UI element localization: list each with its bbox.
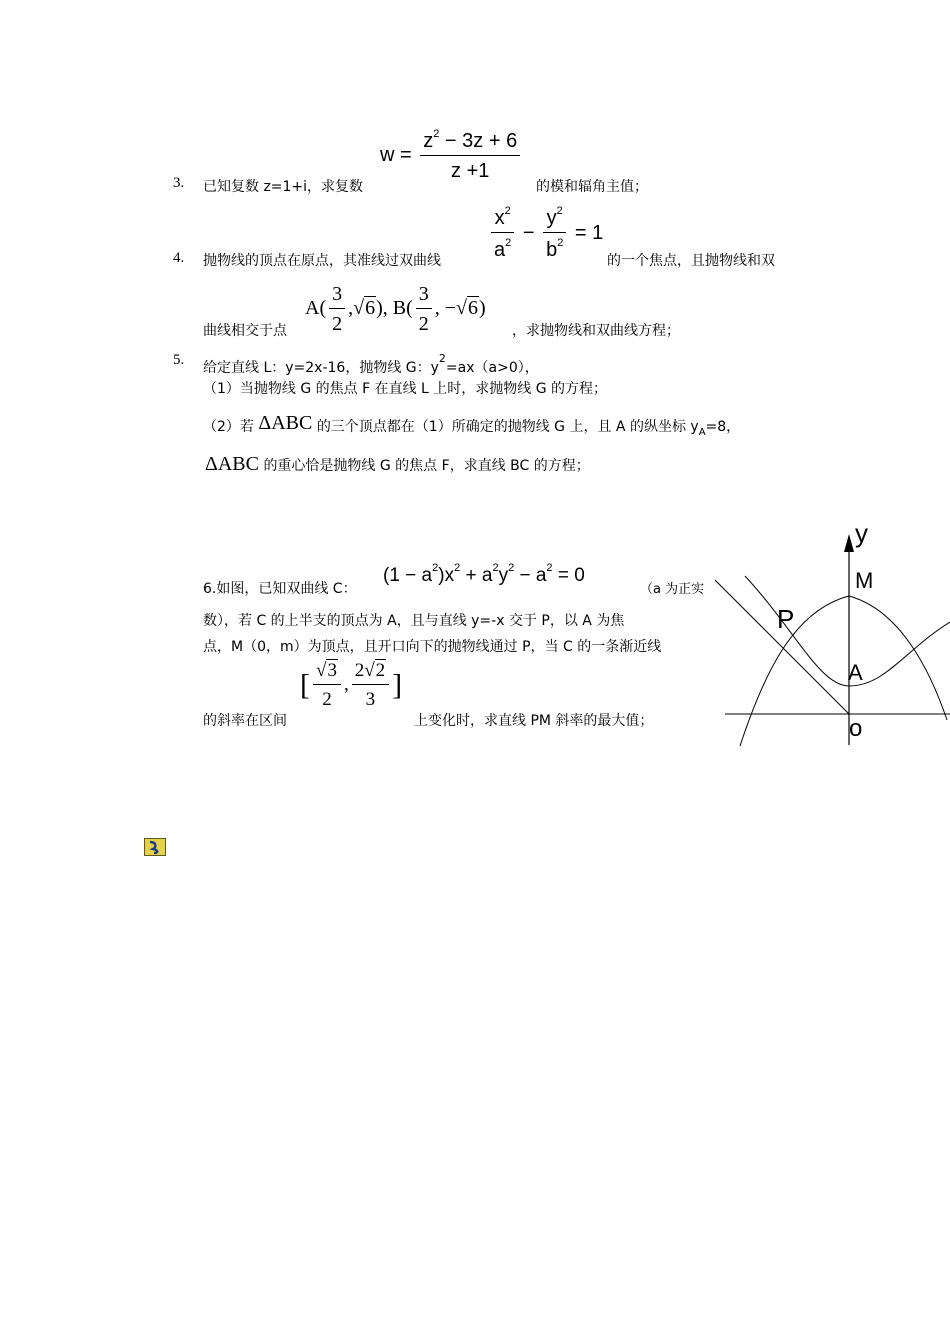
p5-text-a: 给定直线 L：y=2x-16，抛物线 G：$y^2=ax(a>0)$， [203, 352, 539, 376]
p4-text-c: 曲线相交于点 [203, 323, 287, 339]
p3-equation [380, 128, 523, 183]
label-p: P [777, 604, 795, 634]
p6-text-a: 6.如图，已知双曲线 C： [203, 581, 357, 597]
p6-text-d2: 上变化时，求直线 PM 斜率的最大值； [414, 713, 654, 729]
p5-text-b: （1）当抛物线 G 的焦点 F 在直线 L 上时，求抛物线 G 的方程； [203, 381, 608, 397]
p6-text-a-tail: （a 为正实 [640, 582, 705, 597]
y-axis-arrow [844, 534, 854, 552]
p3-text-a: 已知复数 z=1+i，求复数 [203, 179, 364, 195]
figure-hyperbola-parabola [715, 510, 950, 750]
p4-hyperbola-eq: $\frac{x^2}{a^2}$ − $\frac{y^2}{b^2}$ = 1 [488, 205, 603, 262]
p5-triangle-1: ΔABC [258, 412, 313, 434]
label-o: o [849, 715, 863, 742]
p6-interval: [ $\frac{√3}{2}$ , $\frac{2√2}{3}$ ] [300, 660, 403, 710]
p5-triangle-2: ΔABC [205, 453, 259, 475]
p3-fraction: $\frac{z^2 - 3z + 6}{z +1}$ [420, 128, 520, 183]
p4-text-d: ，求抛物线和双曲线方程； [512, 323, 680, 339]
p4-number: 4. [173, 250, 185, 266]
p6-text-c: 点，M（0，m）为顶点，且开口向下的抛物线通过 P，当 C 的一条渐近线 [203, 639, 662, 655]
p3-eq-lhs: w = [380, 143, 412, 166]
p4-text-b: 的一个焦点，且抛物线和双 [607, 253, 775, 269]
p5-text-c: （2）若 ΔABC 的三个顶点都在（1）所确定的抛物线 G 上，且 A 的纵坐标 $y_A=8$， [203, 412, 741, 438]
p6-equation: $(1 - a^2)x^2 + a^2y^2 - a^2 = 0$ [383, 562, 585, 586]
parabola-curve [740, 596, 947, 746]
attachment-icon[interactable] [144, 838, 166, 856]
p4-points: A( $\frac{3}{2}$ ,√6), B( $\frac{3}{2}$ , −√6) [305, 283, 486, 335]
p3-number: 3. [173, 175, 185, 191]
p5-text-d: ΔABC 的重心恰是抛物线 G 的焦点 F，求直线 BC 的方程； [205, 453, 590, 475]
p6-text-b: 数），若 C 的上半支的顶点为 A，且与直线 y=-x 交于 P，以 A 为焦 [203, 613, 625, 629]
p6-text-d1: 的斜率在区间 [203, 713, 287, 729]
p5-number: 5. [173, 352, 185, 368]
p4-text-a: 抛物线的顶点在原点，其准线过双曲线 [203, 253, 441, 269]
label-y: y [855, 518, 868, 548]
p3-text-b: 的模和辐角主值； [536, 179, 648, 195]
line-y-neg-x [715, 580, 849, 714]
label-a: A [848, 660, 863, 685]
label-m: M [855, 568, 874, 593]
